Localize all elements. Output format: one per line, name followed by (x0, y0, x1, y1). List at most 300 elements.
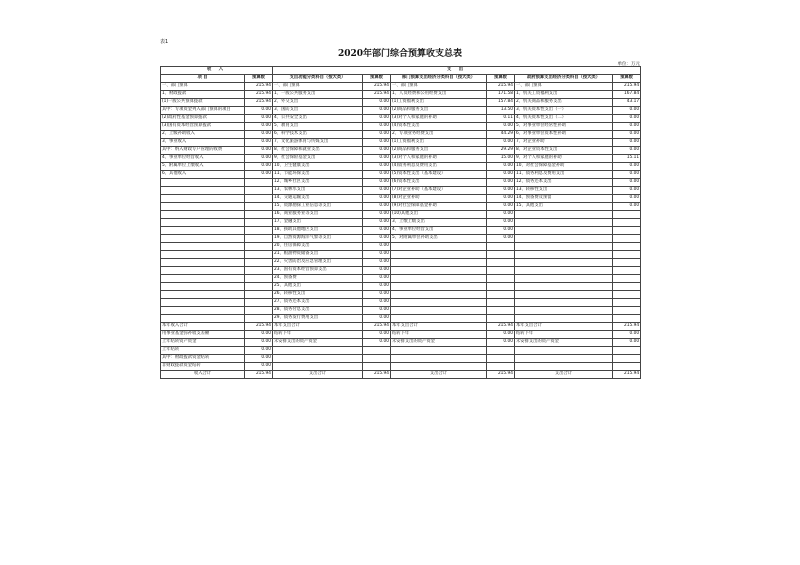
item-cell: 2、上级补助收入 (161, 131, 245, 139)
amount-cell (613, 267, 641, 275)
item-cell (161, 219, 245, 227)
amount-cell: 0.00 (363, 339, 391, 347)
amount-cell (487, 363, 515, 371)
amount-cell: 0.00 (245, 363, 273, 371)
item-cell (161, 259, 245, 267)
item-cell (273, 363, 363, 371)
amount-cell (487, 275, 515, 283)
amount-cell: 29.29 (487, 147, 515, 155)
amount-cell: 0.00 (487, 219, 515, 227)
budget-summary-table (160, 66, 641, 379)
amount-cell: 0.00 (487, 211, 515, 219)
amount-cell: 0.00 (613, 187, 641, 195)
item-cell: 本年支出合计 (391, 323, 487, 331)
item-cell (391, 291, 487, 299)
amount-cell (245, 259, 273, 267)
amount-cell: 215.94 (613, 323, 641, 331)
item-cell: 一、部门预算 (391, 83, 487, 91)
amount-cell: 0.00 (487, 123, 515, 131)
column-header: 预算数 (363, 75, 391, 83)
item-cell: 19、自然资源海洋气象等支出 (273, 235, 363, 243)
amount-cell: 0.00 (487, 203, 515, 211)
amount-cell: 0.00 (613, 339, 641, 347)
item-cell (515, 283, 613, 291)
item-cell: 17、金融支出 (273, 219, 363, 227)
item-cell: 结转下年 (515, 331, 613, 339)
amount-cell (245, 187, 273, 195)
amount-cell: 0.00 (363, 139, 391, 147)
amount-cell: 0.00 (245, 171, 273, 179)
item-cell (391, 275, 487, 283)
amount-cell: 0.00 (363, 203, 391, 211)
unit-label: 单位：万元 (617, 62, 640, 67)
amount-cell (487, 267, 515, 275)
amount-cell: 0.00 (363, 259, 391, 267)
amount-cell: 0.00 (487, 331, 515, 339)
item-cell (391, 283, 487, 291)
amount-cell (613, 315, 641, 323)
table-row (161, 363, 641, 371)
item-cell (515, 355, 613, 363)
item-cell: 11、节能环保支出 (273, 171, 363, 179)
item-cell: (4)资本性支出 (391, 123, 487, 131)
amount-cell (245, 227, 273, 235)
amount-cell: 0.00 (487, 171, 515, 179)
amount-cell (245, 267, 273, 275)
table-row (161, 235, 641, 243)
amount-cell (487, 347, 515, 355)
amount-cell: 43.17 (613, 99, 641, 107)
item-cell (515, 219, 613, 227)
item-cell (515, 235, 613, 243)
item-cell (391, 347, 487, 355)
amount-cell: 215.94 (613, 83, 641, 91)
item-cell: (3)对个人和家庭的补助 (391, 155, 487, 163)
amount-cell (613, 299, 641, 307)
amount-cell: 0.00 (363, 115, 391, 123)
item-cell (161, 187, 245, 195)
amount-cell: 215.94 (363, 83, 391, 91)
amount-cell (363, 347, 391, 355)
item-cell (161, 211, 245, 219)
amount-cell: 0.00 (363, 211, 391, 219)
item-cell: 5、附属单位上缴收入 (161, 163, 245, 171)
amount-cell: 215.94 (245, 99, 273, 107)
amount-cell: 0.00 (245, 355, 273, 363)
item-cell: (7)对企业补助（基本建设） (391, 187, 487, 195)
expense-section-label: 支 出 (273, 67, 641, 75)
amount-cell: 171.58 (487, 91, 515, 99)
item-cell: 11、债务利息及费用支出 (515, 171, 613, 179)
table-row (161, 227, 641, 235)
item-cell: 收入合计 (161, 371, 245, 379)
amount-cell: 0.00 (245, 347, 273, 355)
item-cell: 5、对附属单位补助支出 (391, 235, 487, 243)
amount-cell (487, 259, 515, 267)
item-cell (391, 251, 487, 259)
table-row (161, 155, 641, 163)
amount-cell: 0.00 (245, 331, 273, 339)
amount-cell: 0.00 (363, 315, 391, 323)
amount-cell (613, 219, 641, 227)
item-cell: 5、教育支出 (273, 123, 363, 131)
table-row (161, 171, 641, 179)
item-cell: 23、国有资本经营预算支出 (273, 267, 363, 275)
item-cell (515, 227, 613, 235)
item-cell: 26、转移性支出 (273, 291, 363, 299)
item-cell: 29、债务发行费用支出 (273, 315, 363, 323)
amount-cell: 0.00 (245, 147, 273, 155)
amount-cell (613, 211, 641, 219)
amount-cell (363, 363, 391, 371)
amount-cell (487, 299, 515, 307)
item-cell (515, 259, 613, 267)
item-cell: 3、国防支出 (273, 107, 363, 115)
table-row (161, 259, 641, 267)
table-row (161, 315, 641, 323)
amount-cell (613, 283, 641, 291)
table-row (161, 243, 641, 251)
amount-cell (245, 203, 273, 211)
table-row (161, 107, 641, 115)
amount-cell: 0.00 (487, 163, 515, 171)
item-cell: 6、科学技术支出 (273, 131, 363, 139)
table-row (161, 131, 641, 139)
table-row (161, 187, 641, 195)
amount-cell: 0.00 (245, 139, 273, 147)
item-cell: 28、债务付息支出 (273, 307, 363, 315)
item-cell (161, 307, 245, 315)
amount-cell: 0.00 (613, 163, 641, 171)
item-cell (161, 275, 245, 283)
item-cell: 13、农林水支出 (273, 187, 363, 195)
item-cell (161, 243, 245, 251)
item-cell: (2)商品和服务支出 (391, 107, 487, 115)
amount-cell: 0.00 (363, 299, 391, 307)
amount-cell: 0.00 (487, 187, 515, 195)
table-number-note: 表1 (160, 39, 169, 45)
item-cell (391, 267, 487, 275)
item-cell: 16、商业服务业等支出 (273, 211, 363, 219)
item-cell: (2)商品和服务支出 (391, 147, 487, 155)
amount-cell: 0.00 (363, 195, 391, 203)
amount-cell: 215.94 (363, 371, 391, 379)
amount-cell: 0.00 (487, 139, 515, 147)
amount-cell (613, 355, 641, 363)
table-row (161, 83, 641, 91)
item-cell (161, 195, 245, 203)
amount-cell: 0.00 (613, 203, 641, 211)
item-cell: 用事业基金弥补收支差额 (161, 331, 245, 339)
amount-cell: 0.00 (363, 131, 391, 139)
item-cell (391, 243, 487, 251)
amount-cell: 15.11 (613, 155, 641, 163)
item-cell (515, 291, 613, 299)
amount-cell (245, 315, 273, 323)
amount-cell: 0.00 (363, 147, 391, 155)
item-cell: 18、援助其他地区支出 (273, 227, 363, 235)
amount-cell (245, 251, 273, 259)
table-row (161, 323, 641, 331)
column-header-row (161, 75, 641, 83)
amount-cell (613, 243, 641, 251)
item-cell: 4、事业单位经营收入 (161, 155, 245, 163)
item-cell (391, 299, 487, 307)
amount-cell (245, 211, 273, 219)
amount-cell: 0.00 (363, 155, 391, 163)
amount-cell: 0.00 (613, 171, 641, 179)
amount-cell (245, 219, 273, 227)
item-cell: 本年支出合计 (515, 323, 613, 331)
amount-cell: 215.94 (363, 91, 391, 99)
item-cell: 其中：财政拨款资金结转 (161, 355, 245, 363)
amount-cell: 0.00 (363, 163, 391, 171)
table-row (161, 163, 641, 171)
table-row (161, 123, 641, 131)
item-cell: 9、社会保险基金支出 (273, 155, 363, 163)
item-cell: 24、预备费 (273, 275, 363, 283)
amount-cell: 0.00 (363, 123, 391, 131)
amount-cell (245, 291, 273, 299)
item-cell (515, 315, 613, 323)
amount-cell: 0.00 (363, 235, 391, 243)
amount-cell: 0.00 (363, 307, 391, 315)
item-cell: 未安排支出的资产资金 (273, 339, 363, 347)
table-row (161, 147, 641, 155)
amount-cell: 0.00 (613, 331, 641, 339)
item-cell (515, 307, 613, 315)
item-cell: 10、对社会保障基金补助 (515, 163, 613, 171)
amount-cell: 0.00 (363, 251, 391, 259)
amount-cell (613, 291, 641, 299)
amount-cell: 0.00 (613, 139, 641, 147)
table-row (161, 275, 641, 283)
item-cell: 上年结转资产资金 (161, 339, 245, 347)
amount-cell: 215.94 (487, 83, 515, 91)
item-cell: 3、上缴上级支出 (391, 219, 487, 227)
amount-cell: 0.00 (613, 179, 641, 187)
item-cell (515, 275, 613, 283)
amount-cell: 0.00 (363, 283, 391, 291)
item-cell (161, 283, 245, 291)
amount-cell: 215.94 (245, 83, 273, 91)
amount-cell: 0.00 (613, 131, 641, 139)
table-row (161, 139, 641, 147)
item-cell: 15、资源勘探工业信息等支出 (273, 203, 363, 211)
item-cell (515, 211, 613, 219)
amount-cell: 0.00 (363, 331, 391, 339)
table-row (161, 91, 641, 99)
item-cell: 1、机关工资福利支出 (515, 91, 613, 99)
table-row (161, 307, 641, 315)
amount-cell (613, 275, 641, 283)
amount-cell: 0.00 (363, 179, 391, 187)
item-cell: (8)对企业补助 (391, 195, 487, 203)
amount-cell: 0.00 (363, 99, 391, 107)
column-header: 预算数 (245, 75, 273, 83)
amount-cell: 44.29 (487, 131, 515, 139)
item-cell (161, 315, 245, 323)
amount-cell: 0.00 (245, 155, 273, 163)
item-cell: (1)工资福利支出 (391, 99, 487, 107)
amount-cell: 0.00 (487, 235, 515, 243)
amount-cell (487, 251, 515, 259)
item-cell: 支出合计 (515, 371, 613, 379)
amount-cell: 0.11 (487, 115, 515, 123)
item-cell: (5)资本性支出（基本建设） (391, 171, 487, 179)
amount-cell: 0.00 (363, 219, 391, 227)
item-cell (515, 267, 613, 275)
table-row (161, 195, 641, 203)
amount-cell: 215.94 (363, 323, 391, 331)
item-cell: 4、公共安全支出 (273, 115, 363, 123)
amount-cell: 0.00 (613, 107, 641, 115)
item-cell: 5、对事业单位经常性补助 (515, 123, 613, 131)
item-cell (391, 355, 487, 363)
amount-cell (245, 299, 273, 307)
item-cell (515, 363, 613, 371)
item-cell: 1、一般公共服务支出 (273, 91, 363, 99)
amount-cell (613, 347, 641, 355)
item-cell: 1、人员经费和公用经费支出 (391, 91, 487, 99)
amount-cell (613, 251, 641, 259)
amount-cell: 0.00 (363, 107, 391, 115)
item-cell (161, 251, 245, 259)
item-cell: 3、事业收入 (161, 139, 245, 147)
table-row (161, 267, 641, 275)
item-cell: 本年支出合计 (273, 323, 363, 331)
amount-cell (487, 307, 515, 315)
amount-cell: 0.00 (245, 107, 273, 115)
table-row (161, 115, 641, 123)
amount-cell (613, 227, 641, 235)
item-cell: 3、机关资本性支出（一） (515, 107, 613, 115)
table-row (161, 371, 641, 379)
table-row (161, 211, 641, 219)
item-cell: (2)政府性基金预算拨款 (161, 115, 245, 123)
amount-cell (245, 243, 273, 251)
item-cell: 8、社会保障和就业支出 (273, 147, 363, 155)
amount-cell: 0.00 (363, 267, 391, 275)
item-cell: 20、住房保障支出 (273, 243, 363, 251)
item-cell (391, 259, 487, 267)
amount-cell: 0.00 (363, 291, 391, 299)
item-cell (515, 243, 613, 251)
amount-cell (245, 283, 273, 291)
item-cell (161, 235, 245, 243)
table-row (161, 179, 641, 187)
column-header: 政府预算支出经济分类科目（按大类） (515, 75, 613, 83)
amount-cell: 0.00 (363, 243, 391, 251)
table-row (161, 251, 641, 259)
item-cell (515, 347, 613, 355)
amount-cell: 0.00 (245, 123, 273, 131)
table-row (161, 355, 641, 363)
table-row (161, 299, 641, 307)
income-section-label: 收 入 (161, 67, 273, 75)
item-cell: 25、其他支出 (273, 283, 363, 291)
amount-cell: 215.94 (245, 91, 273, 99)
item-cell: 6、对事业单位资本性补助 (515, 131, 613, 139)
amount-cell (487, 291, 515, 299)
table-row (161, 99, 641, 107)
item-cell: 4、事业单位经营支出 (391, 227, 487, 235)
amount-cell: 0.00 (613, 147, 641, 155)
table-row (161, 219, 641, 227)
amount-cell: 0.00 (487, 339, 515, 347)
item-cell (161, 299, 245, 307)
item-cell (391, 315, 487, 323)
item-cell: 8、对企业资本性支出 (515, 147, 613, 155)
amount-cell (613, 235, 641, 243)
item-cell: 非财政拨款资金结转 (161, 363, 245, 371)
amount-cell (487, 315, 515, 323)
amount-cell: 0.00 (487, 179, 515, 187)
item-cell: 其中：专项资金列入部门预算的项目 (161, 107, 245, 115)
item-cell: 9、对个人和家庭的补助 (515, 155, 613, 163)
item-cell: 14、交通运输支出 (273, 195, 363, 203)
amount-cell: 0.00 (245, 131, 273, 139)
item-cell (161, 179, 245, 187)
item-cell (391, 363, 487, 371)
table-row (161, 291, 641, 299)
item-cell (161, 227, 245, 235)
amount-cell: 215.94 (245, 371, 273, 379)
item-cell: 未安排支出的资产资金 (515, 339, 613, 347)
column-header: 预算数 (487, 75, 515, 83)
amount-cell: 215.94 (487, 323, 515, 331)
amount-cell (245, 307, 273, 315)
item-cell: 21、粮油物资储备支出 (273, 251, 363, 259)
item-cell: 一、部门预算 (515, 83, 613, 91)
amount-cell (245, 235, 273, 243)
item-cell: 4、机关资本性支出（二） (515, 115, 613, 123)
item-cell: 一、部门预算 (161, 83, 245, 91)
item-cell: 7、对企业补助 (515, 139, 613, 147)
item-cell (515, 251, 613, 259)
item-cell: 上年结转 (161, 347, 245, 355)
item-cell: 2、专项业务经费支出 (391, 131, 487, 139)
amount-cell: 215.94 (487, 371, 515, 379)
table-row (161, 203, 641, 211)
amount-cell: 0.00 (363, 227, 391, 235)
item-cell: (1)一般公共预算拨款 (161, 99, 245, 107)
amount-cell: 0.00 (613, 123, 641, 131)
item-cell (161, 267, 245, 275)
item-cell: 27、债务还本支出 (273, 299, 363, 307)
amount-cell: 13.50 (487, 107, 515, 115)
item-cell: 结转下年 (273, 331, 363, 339)
item-cell: (3)国有资本经营预算拨款 (161, 123, 245, 131)
item-cell: 12、债务还本支出 (515, 179, 613, 187)
amount-cell (613, 363, 641, 371)
item-cell: 本年收入合计 (161, 323, 245, 331)
amount-cell (245, 195, 273, 203)
item-cell: (1)工资福利支出 (391, 139, 487, 147)
amount-cell (363, 355, 391, 363)
item-cell (273, 347, 363, 355)
amount-cell: 215.94 (245, 323, 273, 331)
item-cell: 未安排支出的资产资金 (391, 339, 487, 347)
item-cell: (9)对社会保障基金补助 (391, 203, 487, 211)
item-cell: 22、灾害防治及应急管理支出 (273, 259, 363, 267)
amount-cell: 157.84 (487, 99, 515, 107)
amount-cell: 0.00 (487, 227, 515, 235)
amount-cell (613, 259, 641, 267)
item-cell: (3)对个人和家庭的补助 (391, 115, 487, 123)
amount-cell (487, 243, 515, 251)
column-header: 预算数 (613, 75, 641, 83)
